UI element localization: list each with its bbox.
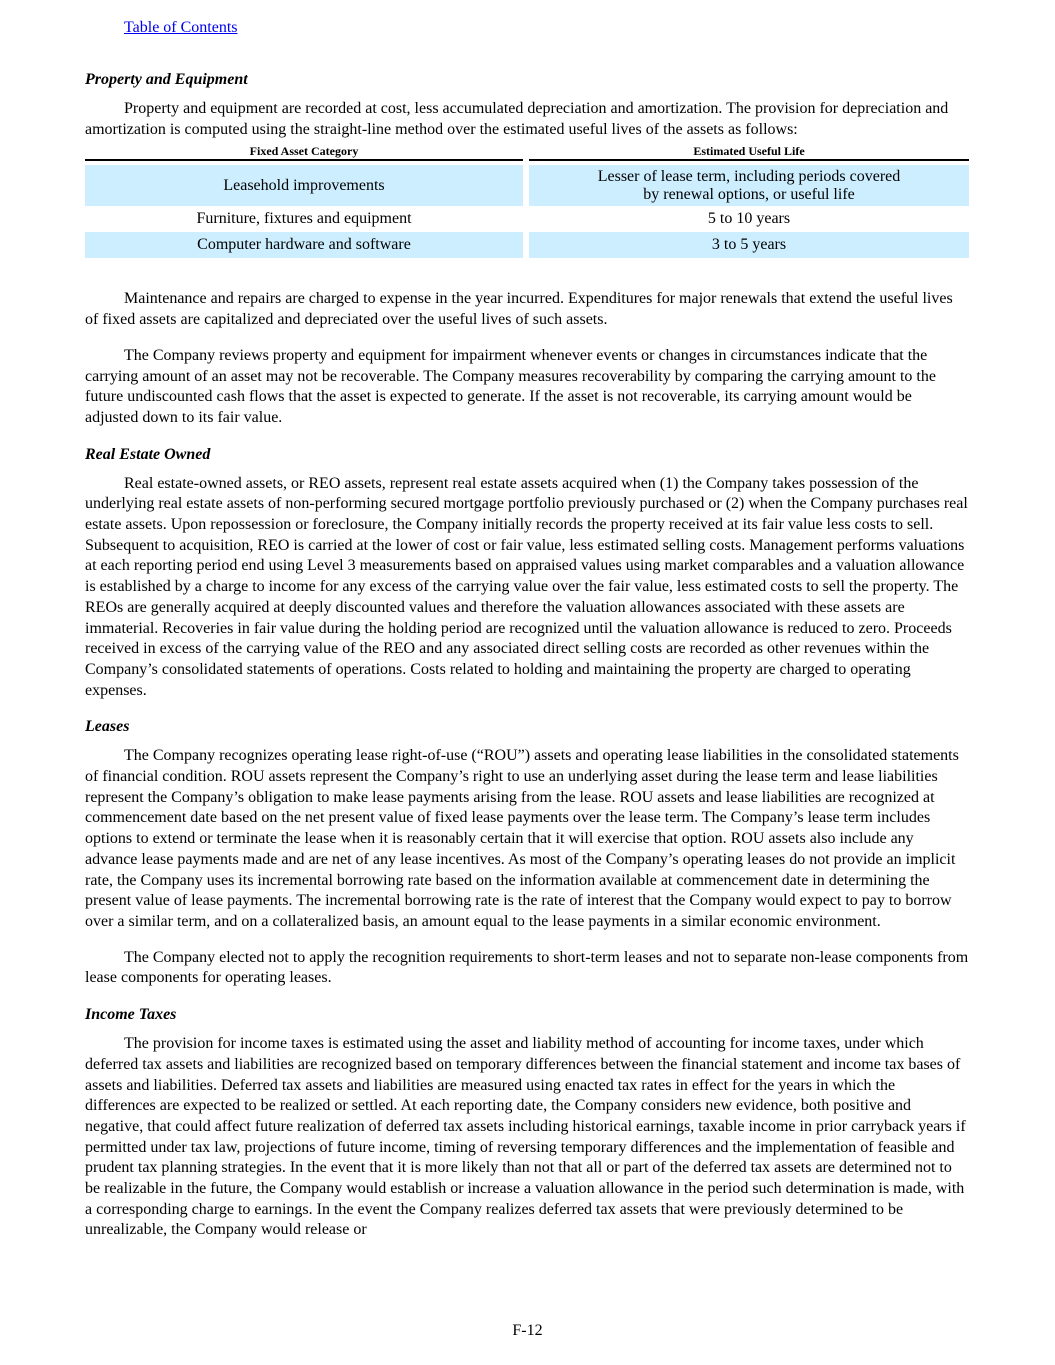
paragraph-maintenance: Maintenance and repairs are charged to expense in the year incurred. Expenditures for major renewals that extend the useful lives of fixed assets are capitalized and depreciated over the useful lives of such assets. [85, 290, 953, 329]
table-header-life: Estimated Useful Life [529, 142, 969, 161]
paragraph-property-intro: Property and equipment are recorded at cost, less accumulated depreciation and amortization. The provision for depreciation and amortization is computed using the straight-line method over the estimated useful lives of the assets as follows: [85, 100, 949, 138]
section-heading-income-taxes: Income Taxes [85, 1006, 177, 1024]
section-heading-property: Property and Equipment [85, 71, 248, 88]
section-heading-leases: Leases [85, 718, 130, 736]
section-heading-reo: Real Estate Owned [85, 445, 211, 463]
table-cell-category: Computer hardware and software [85, 232, 523, 258]
page-content [85, 69, 969, 1241]
table-row [85, 232, 969, 258]
table-cell-life: 3 to 5 years [529, 232, 969, 258]
paragraph-leases-1: The Company recognizes operating lease right-of-use (“ROU”) assets and operating lease liabilities in the consolidated statements of financial condition. ROU assets represent the Company’s right to use an underlying asset during the lease term and lease liabilities represent the Company’s obligation to make lease payments arising from the lease. ROU assets and lease liabilities are recognized at commencement date based on the net present value of fixed lease payments over the lease term. The Company’s lease term includes options to extend or terminate the lease when it is reasonably certain that it will exercise that option. ROU assets also include any advance lease payments made and are net of any lease incentives. As most of the Company’s operating leases do not provide an implicit rate, the Company uses its incremental borrowing rate based on the information available at commencement date in determining the present value of lease payments. The incremental borrowing rate is the rate of interest that the Company would expect to pay to borrow over a similar term, and on a collateralized basis, an amount equal to the lease payments in a similar economic environment. [85, 747, 959, 930]
table-cell-life: 5 to 10 years [707, 210, 791, 228]
table-cell-category: Furniture, fixtures and equipment [196, 210, 412, 228]
paragraph-income-taxes: The provision for income taxes is estimated using the asset and liability method of accounting for income taxes, under which deferred tax assets and liabilities are recognized based on temporary differences between the financial statement and income tax bases of assets and liabilities. Deferred tax assets and liabilities are measured using enacted tax rates in effect for the years in which the differences are expected to be realized or settled. At each reporting date, the Company considers new evidence, both positive and negative, that could affect future realization of deferred tax assets including historical earnings, taxable income in prior carryback years if permitted under tax law, projections of future income, timing of reversing temporary differences and the implementation of feasible and prudent tax planning strategies. In the event that it is more likely than not that all or part of the deferred tax assets are determined not to be realizable in the future, the Company would establish or increase a valuation allowance in the period such determination is made, with a corresponding charge to earnings. In the event the Company realizes deferred tax assets that were previously determined to be unrealizable, the Company would release or [85, 1035, 966, 1239]
page-number: F-12 [512, 1322, 543, 1339]
paragraph-reo: Real estate-owned assets, or REO assets, represent real estate assets acquired when (1) the Company takes possession of the underlying real estate assets of non-performing secured mortgage portfolio previously purchased or (2) when the Company purchases real estate assets. Upon repossession or foreclosure, the Company initially records the property received at its fair value less costs to sell. Subsequent to acquisition, REO is carried at the lower of cost or fair value, less estimated selling costs. Management performs valuations at each reporting period end using Level 3 measurements based on appraised values using market comparables and a valuation allowance is established by a charge to income for any excess of the carrying value over the fair value, less estimated costs to sell the property. The REOs are generally acquired at deeply discounted values and therefore the valuation allowances associated with these assets are immaterial. Recoveries in fair value during the holding period are recognized until the valuation allowance is reduced to zero. Proceeds received in excess of the carrying value of the REO and any associated direct selling costs are recorded as other revenues within the Company’s consolidated statements of operations. Costs related to holding and maintaining the property are charged to operating expenses. [85, 474, 968, 699]
table-row [85, 206, 969, 232]
paragraph-leases-2: The Company elected not to apply the recognition requirements to short-term leases and not to separate non-lease components from lease components for operating leases. [85, 948, 969, 987]
table-cell-life-line: by renewal options, or useful life [643, 185, 855, 203]
table-cell-life-line: Lesser of lease term, including periods covered [597, 167, 901, 185]
table-cell-category: Leasehold improvements [85, 165, 523, 206]
table-cell-life [529, 165, 969, 206]
table-of-contents-link[interactable]: Table of Contents [124, 19, 238, 36]
useful-life-table [85, 142, 969, 258]
table-row [85, 165, 969, 206]
table-header-category: Fixed Asset Category [85, 142, 523, 161]
paragraph-impairment: The Company reviews property and equipment for impairment whenever events or changes in circumstances indicate that the carrying amount of an asset may not be recoverable. The Company measures recoverability by comparing the carrying amount to the future undiscounted cash flows that the asset is expected to generate. If the asset is not recoverable, its carrying amount would be adjusted down to its fair value. [85, 346, 936, 426]
